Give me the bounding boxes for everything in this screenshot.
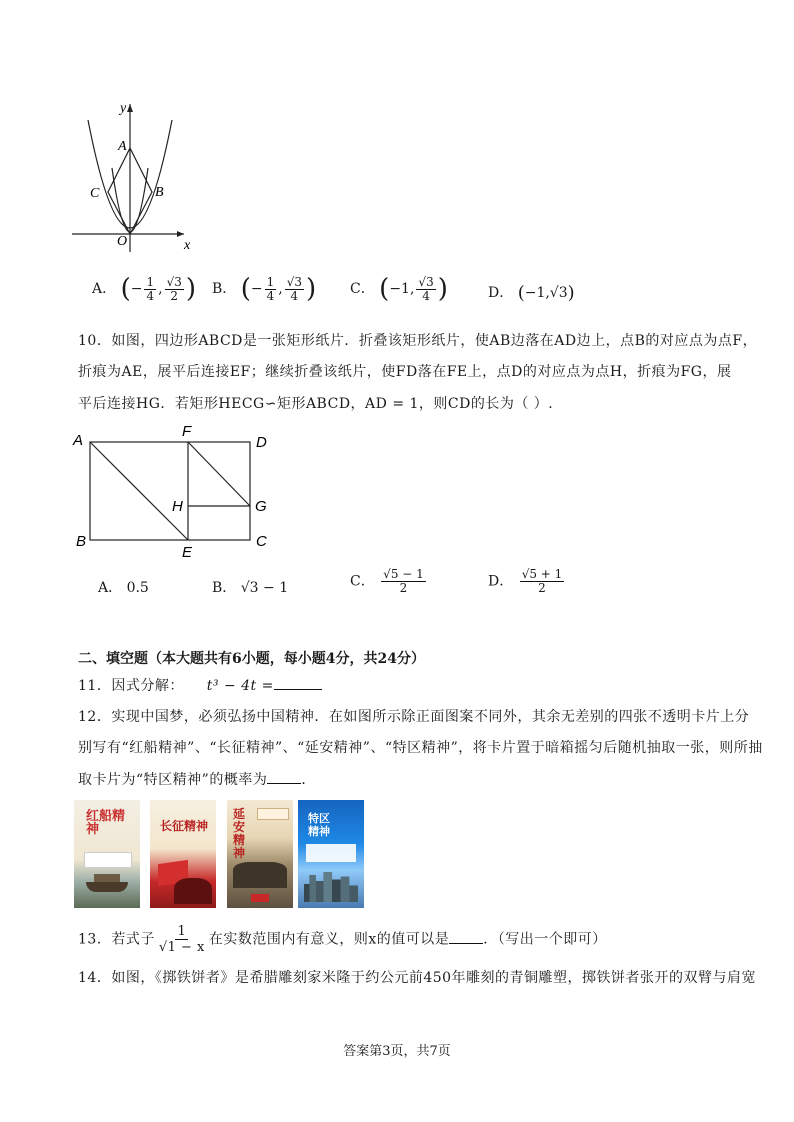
- card-yanan-spirit: [227, 800, 293, 908]
- card-red-boat-title: 红船精神: [86, 809, 126, 837]
- label-a: A: [118, 139, 127, 154]
- q10-option-c[interactable]: C． $\frac{√5 - 1}{2}$: [350, 567, 424, 595]
- line-ae: [90, 442, 188, 540]
- label-g: G: [255, 498, 267, 515]
- card-long-march-spirit: [150, 800, 216, 908]
- line-fg: [188, 442, 250, 506]
- q10-line-2: 折痕为AE，展平后连接EF；继续折叠该纸片，使FD落在FE上，点D的对应点为点H，折痕为FG，展: [78, 364, 732, 380]
- label-c: C: [90, 186, 100, 201]
- page-footer: 答案第3页，共7页: [343, 1044, 451, 1059]
- label-y: y: [120, 101, 127, 116]
- boat-roof: [94, 874, 120, 882]
- people-silhouette: [233, 862, 287, 888]
- q9-option-d[interactable]: D． (−1,√3): [488, 282, 575, 304]
- silhouette-group: [174, 878, 212, 904]
- label-b: B: [155, 185, 164, 200]
- label-e: E: [182, 544, 193, 560]
- q14-line-1: 14．如图，《掷铁饼者》是希腊雕刻家米隆于约公元前450年雕刻的青铜雕塑，掷铁饼者张开的双臂与肩宽: [78, 970, 757, 986]
- card-yanan-badge: [251, 894, 269, 902]
- q10-option-b[interactable]: B． √3 − 1: [212, 580, 289, 596]
- q9-option-c[interactable]: C． (−1, $\frac{√3}{4}$ ): [350, 274, 448, 304]
- q13-answer-blank[interactable]: [449, 929, 483, 944]
- q10-rectangle-figure: [70, 420, 280, 560]
- card-yanan-title: 延安精神: [233, 807, 246, 860]
- q12-line-1: 12．实现中国梦，必须弘扬中国精神．在如图所示除正面图案不同外，其余无差别的四张不透明卡片上分: [78, 709, 750, 725]
- q13: 13．若式子 $\frac{1}{√1 - x}$ 在实数范围内有意义，则x的值可以是 ．（写出一个即可）: [78, 924, 607, 955]
- label-h: H: [172, 498, 183, 515]
- q10-option-d[interactable]: D． $\frac{√5 + 1}{2}$: [488, 567, 563, 595]
- label-b: B: [76, 533, 87, 550]
- card-special-zone-textblock: [306, 844, 356, 862]
- card-red-boat-textblock: [84, 852, 132, 868]
- label-d: D: [256, 434, 267, 451]
- q11-expr: t³ − 4t =: [206, 678, 274, 694]
- label-c: C: [256, 533, 267, 550]
- q9-option-b[interactable]: B． (− $\frac{1}{4}$ , $\frac{√3}{4}$ ): [212, 274, 317, 304]
- card-red-boat-spirit: [74, 800, 140, 908]
- card-long-march-title: 长征精神: [159, 819, 208, 833]
- q12-line-2: 别写有“红船精神”、“长征精神”、“延安精神”、“特区精神”，将卡片置于暗箱摇匀后随机抽取一张，则所抽: [78, 740, 763, 756]
- card-special-zone-title: 特区精神: [308, 812, 330, 838]
- label-f: F: [182, 423, 192, 440]
- boat-shape: [86, 882, 128, 892]
- section-2-title: 二、填空题（本大题共有6小题，每小题4分，共24分）: [78, 651, 425, 667]
- q9-parabola-figure: [66, 96, 206, 256]
- label-a: A: [73, 432, 84, 449]
- skyline-shape: [304, 872, 358, 902]
- q9-option-a[interactable]: A． (− $\frac{1}{4}$ , $\frac{√3}{2}$ ): [92, 274, 196, 304]
- q12-answer-blank[interactable]: [267, 769, 301, 784]
- card-special-zone-spirit: [298, 800, 364, 908]
- card-yanan-banner: [257, 808, 289, 820]
- q11-prefix: 11．因式分解：: [78, 678, 184, 694]
- q11-answer-blank[interactable]: [274, 675, 322, 690]
- q11: [78, 671, 322, 701]
- x-axis-arrow: [177, 231, 184, 237]
- label-o: O: [117, 234, 128, 249]
- rect-abcd: [90, 442, 250, 540]
- label-x: x: [184, 238, 191, 253]
- q10-line-3: 平后连接HG．若矩形HECG∽矩形ABCD，AD = 1，则CD的长为（ ）.: [78, 396, 554, 412]
- q12-line-3: 取卡片为“特区精神”的概率为 ．: [78, 765, 316, 795]
- q10-option-a[interactable]: A． 0.5: [98, 580, 149, 596]
- q10-line-1: 10．如图，四边形ABCD是一张矩形纸片．折叠该矩形纸片，使AB边落在AD边上，点B的对应点为点F，: [78, 333, 758, 349]
- y-axis-arrow: [127, 104, 133, 112]
